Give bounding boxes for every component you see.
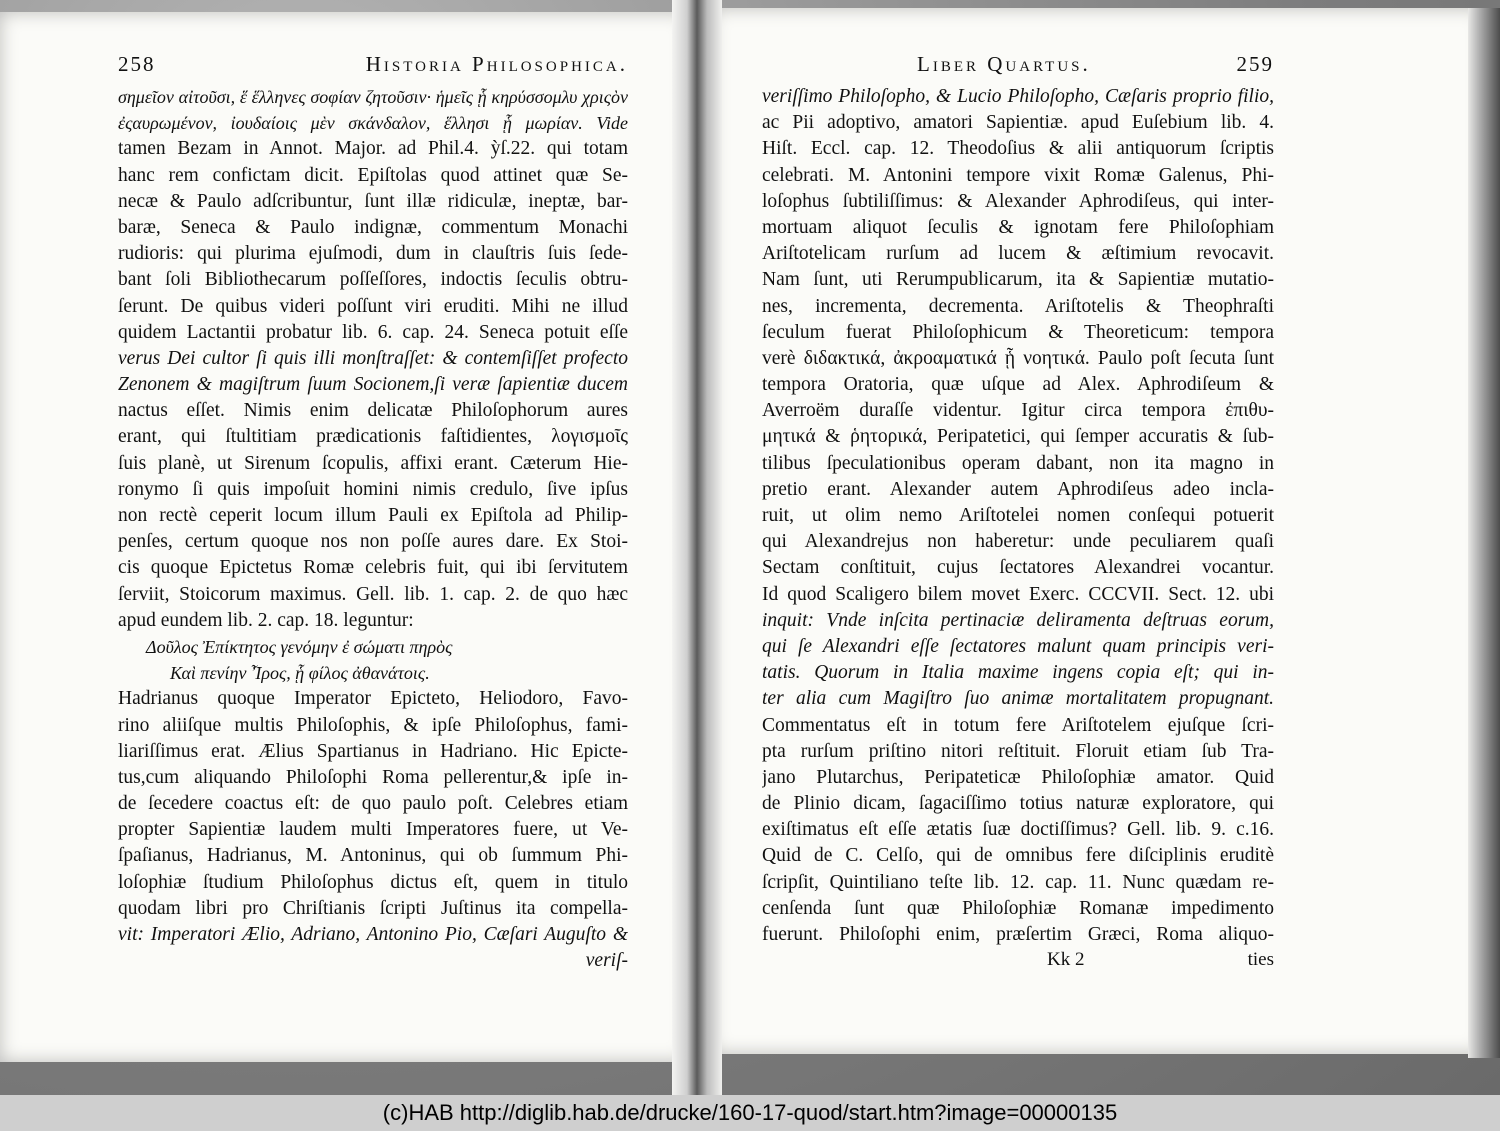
- text-line: Nam ſunt, uti Rerumpublicarum, ita & Sapientiæ mutatio-: [762, 269, 1274, 291]
- source-url-bar: [0, 1095, 1500, 1131]
- text-line: Commentatus eſt in totum fere Ariſtotelem ejuſque ſcri-: [762, 714, 1274, 736]
- text-line: rudioris: qui plurima ejuſmodi, dum in clauſtris ſuis ſede-: [118, 243, 628, 265]
- text-line: exiſtimatus eſt eſſe ætatis ſuæ doctiſſimus? Gell. lib. 9. c.16.: [762, 819, 1274, 841]
- text-line: de Plinio dicam, ſagaciſſimo totius naturæ exploratore, qui: [762, 793, 1274, 815]
- text-line: nes, incrementa, decrementa. Ariſtotelis & Theophraſti: [762, 295, 1274, 317]
- text-line: Ariſtotelicam rurſum ad lucem & æſtimium revocavit.: [762, 243, 1274, 265]
- right-running-head: [762, 52, 1274, 82]
- text-line: pretio erant. Alexander autem Aphrodiſeus adeo incla-: [762, 478, 1274, 500]
- text-line: mortuam aliquot ſeculis & ignotam fere Philoſophiam: [762, 216, 1274, 238]
- text-line: necæ & Paulo adſcribuntur, ſunt illæ ridiculæ, ineptæ, bar-: [118, 190, 628, 212]
- verse-line: Δοῦλος Ἐπίκτητος γενόμην ἐ σώματι πηρὸς: [146, 636, 453, 657]
- text-line: tatis. Quorum in Italia maxime ingens copia eſt; qui in-: [762, 662, 1274, 684]
- text-line: tempora Oratoria, quæ uſque ad Alex. Aphrodiſeum &: [762, 374, 1274, 396]
- right-page-number: 259: [1236, 52, 1274, 76]
- text-line: tilibus ſpeculationibus operam dabant, non ita magno in: [762, 452, 1274, 474]
- source-url-text: (c)HAB http://diglib.hab.de/drucke/160-17-quod/start.htm?image=00000135: [382, 1100, 1118, 1125]
- text-line: Zenonem & magiſtrum ſuum Socionem,ſi veræ ſapientiæ ducem: [118, 374, 628, 396]
- text-line: Id quod Scaligero bilem movet Exerc. CCCVII. Sect. 12. ubi: [762, 583, 1274, 605]
- right-running-title: Liber Quartus.: [917, 52, 1091, 76]
- text-line: pta rurſum priſtino nitori reſtituit. Floruit etiam ſub Tra-: [762, 740, 1274, 762]
- text-line: qui ſe Alexandri eſſe ſectatores malunt quam principis veri-: [762, 635, 1274, 657]
- text-line: loſophiæ ſtudium Philoſophus dictus eſt, quem in titulo: [118, 871, 628, 893]
- text-line: verus Dei cultor ſi quis illi monſtraſſet: & contemſiſſet profecto: [118, 347, 628, 369]
- text-line: qui Alexandrejus non haberetur: unde peculiarem quaſi: [762, 531, 1274, 553]
- catchword: ties: [1247, 949, 1274, 971]
- text-line: penſes, certum quoque nos non poſſe aures dare. Ex Stoi-: [118, 531, 628, 553]
- page-footer: [762, 948, 1274, 972]
- right-page-text: [762, 52, 1274, 972]
- left-page-text: [118, 52, 628, 974]
- text-line: tus,cum aliquando Philoſophi Roma pellerentur,& ipſe in-: [118, 766, 628, 788]
- verse-line: Καὶ πενίην Ἶρος, ᾗ φίλος ἀθανάτοις.: [170, 663, 430, 684]
- text-line: ſpaſianus, Hadrianus, M. Antoninus, qui ob ſummum Phi-: [118, 845, 628, 867]
- page-edge-shadow: [1468, 8, 1500, 1058]
- text-line: quidem Lactantii probatur lib. 6. cap. 24. Seneca potuit eſſe: [118, 321, 628, 343]
- text-line: Hiſt. Eccl. cap. 12. Theodoſius & alii antiquorum ſcriptis: [762, 138, 1274, 160]
- text-line: verè διδακτικά, ἀκροαματικά ᾗ νοητικά. Paulo poſt ſecuta ſunt: [762, 347, 1274, 369]
- text-line: ſerviit, Stoicorum maximus. Gell. lib. 1. cap. 2. de quo hæc: [118, 583, 628, 605]
- left-running-head: [118, 52, 628, 82]
- text-line: nactus eſſet. Nimis enim delicatæ Philoſophorum aures: [118, 400, 628, 422]
- left-running-title: Historia Philosophica.: [365, 52, 628, 76]
- book-gutter: [672, 0, 722, 1095]
- text-line: rino aliiſque multis Philoſophis, & ipſe Philoſophus, fami-: [118, 714, 628, 736]
- text-line: liariſſimus erat. Ælius Spartianus in Hadriano. Hic Epicte-: [118, 740, 628, 762]
- text-line: quodam libri pro Chriſtianis ſcripti Juſtinus ita compella-: [118, 897, 628, 919]
- text-line: hanc rem confictam dicit. Epiſtolas quod attinet quæ Se-: [118, 164, 628, 186]
- text-line: loſophus ſubtiliſſimus: & Alexander Aphrodiſeus, qui inter-: [762, 190, 1274, 212]
- text-line: ſuis planè, ut Sirenum ſcopulis, affixi erant. Cæterum Hie-: [118, 452, 628, 474]
- text-line: Hadrianus quoque Imperator Epicteto, Heliodoro, Favo-: [118, 688, 628, 710]
- text-line: ſerunt. De quibus videri poſſunt viri eruditi. Mihi ne illud: [118, 295, 628, 317]
- text-line: cenſenda ſunt quæ Philoſophiæ Romanæ impedimento: [762, 897, 1274, 919]
- text-line: Sectam conſtituit, cujus ſectatores Alexandrei vocantur.: [762, 557, 1274, 579]
- text-line: erant, qui ſtultitiam prædicationis faſtidientes, λογισμοῖς: [118, 426, 628, 448]
- text-line: σημεῖον αἰτοῦσι, ἕ ἕλληνες σοφίαν ζητοῦσιν· ἡμεῖς ᾗ κηρύσσομλυ χριςὸν: [118, 87, 628, 107]
- text-line: ἐςαυρωμένον, ἰουδαίοις μὲν σκάνδαλον, ἕλλησι ᾗ μωρίαν. Vide: [118, 113, 628, 134]
- text-line: ter alia cum Magiſtro ſuo animæ mortalitatem propugnant.: [762, 688, 1274, 710]
- text-line: ac Pii adoptivo, amatori Sapientiæ. apud Euſebium lib. 4.: [762, 112, 1274, 134]
- text-line: apud eundem lib. 2. cap. 18. leguntur:: [118, 609, 414, 631]
- text-line: veriſſimo Philoſopho, & Lucio Philoſopho, Cæſaris proprio filio,: [762, 86, 1274, 107]
- text-line: ronymo ſi quis impoſuit homini nimis credulo, ſive ipſus: [118, 478, 628, 500]
- text-line: inquit: Vnde inſcita pertinaciæ deliramenta deſtruas eorum,: [762, 609, 1274, 631]
- text-line: jano Plutarchus, Peripateticæ Philoſophiæ amator. Quid: [762, 766, 1274, 788]
- text-line: non rectè ceperit locum illum Pauli ex Epiſtola ad Philip-: [118, 505, 628, 526]
- text-line: celebrati. M. Antonini tempore vixit Romæ Galenus, Phi-: [762, 164, 1274, 186]
- text-line: bant ſoli Bibliothecarum poſſeſſores, indoctis ſeculis obtru-: [118, 269, 628, 291]
- signature-mark: Kk 2: [1047, 949, 1085, 971]
- catchword: veriſ-: [585, 950, 628, 972]
- text-line: Averroëm duraſſe videntur. Igitur circa tempora ἐπιθυ-: [762, 400, 1274, 422]
- text-line: cis quoque Epictetus Romæ celebris fuit, qui ibi ſervitutem: [118, 557, 628, 579]
- text-line: baræ, Seneca & Paulo indignæ, commentum Monachi: [118, 216, 628, 238]
- text-line: ſcripſit, Quintiliano teſte lib. 12. cap. 11. Nunc quædam re-: [762, 871, 1274, 893]
- text-line: vit: Imperatori Ælio, Adriano, Antonino Pio, Cæſari Auguſto &: [118, 924, 628, 945]
- text-line: μητικά & ῥητορικά, Peripatetici, qui ſemper accuratis & ſub-: [762, 426, 1274, 448]
- text-line: fuerunt. Philoſophi enim, præſertim Græci, Roma aliquo-: [762, 924, 1274, 945]
- text-line: propter Sapientiæ laudem multi Imperatores fuere, ut Ve-: [118, 819, 628, 841]
- left-page-number: 258: [118, 52, 156, 76]
- text-line: Quid de C. Celſo, qui de omnibus fere diſciplinis eruditè: [762, 845, 1274, 867]
- text-line: ſeculum fuerat Philoſophicum & Theoreticum: tempora: [762, 321, 1274, 343]
- text-line: ruit, ut olim nemo Ariſtotelei nomen conſequi potuerit: [762, 505, 1274, 526]
- text-line: de ſecedere coactus eſt: de quo paulo poſt. Celebres etiam: [118, 793, 628, 815]
- text-line: tamen Bezam in Annot. Major. ad Phil.4. ỳſ.22. qui totam: [118, 138, 628, 160]
